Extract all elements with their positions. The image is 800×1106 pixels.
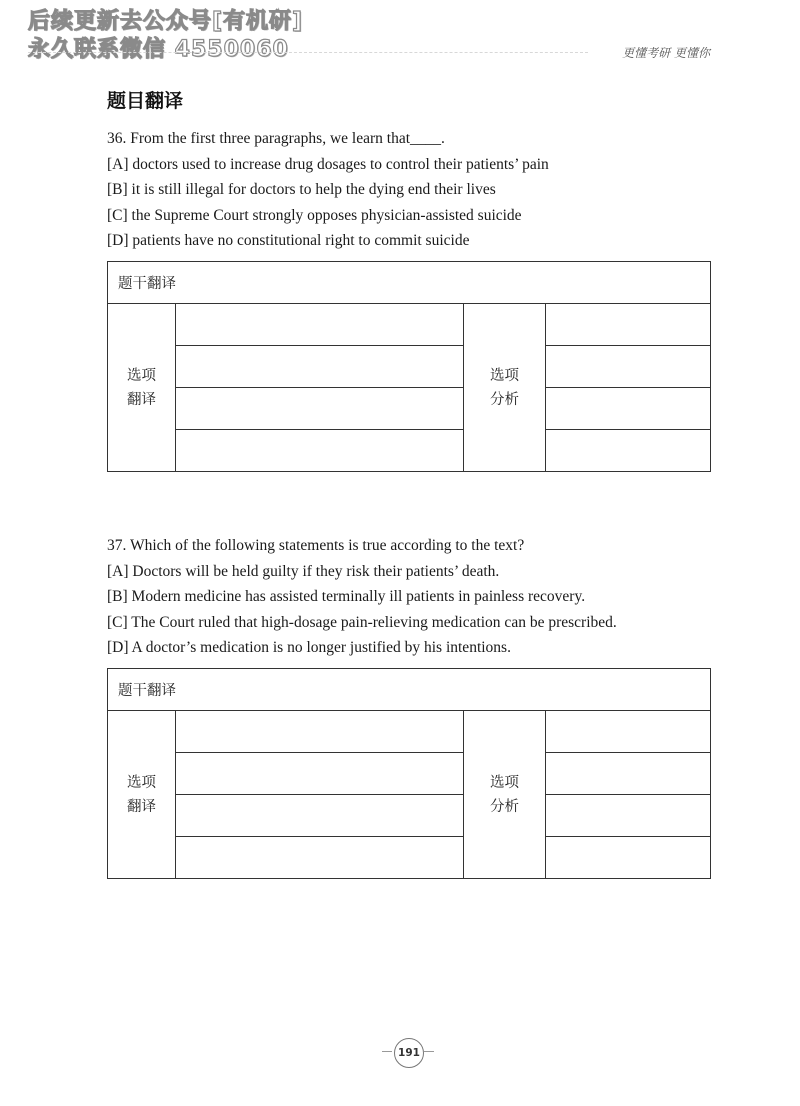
stem-translation-label: 题干翻译 [118,683,176,699]
option-translation-cell-d[interactable] [176,837,464,879]
translation-table-37 [107,668,711,879]
question-36 [107,126,711,254]
option-translation-cell-d[interactable] [176,430,464,472]
option-translation-cell-c[interactable] [176,795,464,837]
option-translation-cell-a[interactable] [176,304,464,346]
option-analysis-cell-d[interactable] [546,837,711,879]
option-analysis-cell-b[interactable] [546,753,711,795]
option-translation-cell-b[interactable] [176,346,464,388]
question-stem: 36. From the first three paragraphs, we learn that____. [107,130,445,147]
option-a: [A] Doctors will be held guilty if they risk their patients’ death. [107,562,500,580]
option-analysis-label [464,711,546,879]
option-b: [B] Modern medicine has assisted terminally ill patients in painless recovery. [107,588,586,605]
option-analysis-cell-a[interactable] [546,304,711,346]
option-analysis-label [464,304,546,472]
option-translation-label [108,304,176,472]
watermark-line-2: 永久联系微信 4550060 [28,37,289,62]
option-analysis-cell-b[interactable] [546,346,711,388]
option-analysis-label-line2: 分析 [490,391,519,408]
option-translation-cell-a[interactable] [176,711,464,753]
option-analysis-label-line2: 分析 [490,798,519,815]
option-translation-label-line2: 翻译 [127,798,156,815]
option-analysis-label-line1: 选项 [490,774,519,791]
option-c: [C] The Court ruled that high-dosage pain-relieving medication can be prescribed. [107,613,617,631]
option-analysis-label-line1: 选项 [490,367,519,384]
watermark-line-1: 后续更新去公众号[有机研] [28,9,304,34]
translation-table-36 [107,261,711,472]
stem-translation-label: 题干翻译 [118,276,176,292]
option-d: [D] patients have no constitutional right to commit suicide [107,232,470,249]
header-tagline: 更懂考研 更懂你 [622,46,710,60]
option-b: [B] it is still illegal for doctors to help the dying end their lives [107,181,496,198]
stem-translation-cell[interactable] [108,262,711,304]
option-a: [A] doctors used to increase drug dosages to control their patients’ pain [107,155,549,173]
page-number-ornament-right [424,1051,434,1052]
option-translation-label-line2: 翻译 [127,391,156,408]
option-c: [C] the Supreme Court strongly opposes physician-assisted suicide [107,206,522,224]
option-analysis-cell-c[interactable] [546,795,711,837]
option-analysis-cell-c[interactable] [546,388,711,430]
option-d: [D] A doctor’s medication is no longer justified by his intentions. [107,639,511,656]
page-number: 191 [394,1038,424,1068]
question-37 [107,533,711,661]
header-rule [28,52,588,53]
option-analysis-cell-d[interactable] [546,430,711,472]
option-translation-label-line1: 选项 [127,367,156,384]
option-translation-label [108,711,176,879]
question-stem: 37. Which of the following statements is true according to the text? [107,537,525,554]
option-translation-label-line1: 选项 [127,774,156,791]
stem-translation-cell[interactable] [108,669,711,711]
option-translation-cell-b[interactable] [176,753,464,795]
section-title: 题目翻译 [107,90,184,112]
option-translation-cell-c[interactable] [176,388,464,430]
page-number-ornament-left [382,1051,392,1052]
option-analysis-cell-a[interactable] [546,711,711,753]
